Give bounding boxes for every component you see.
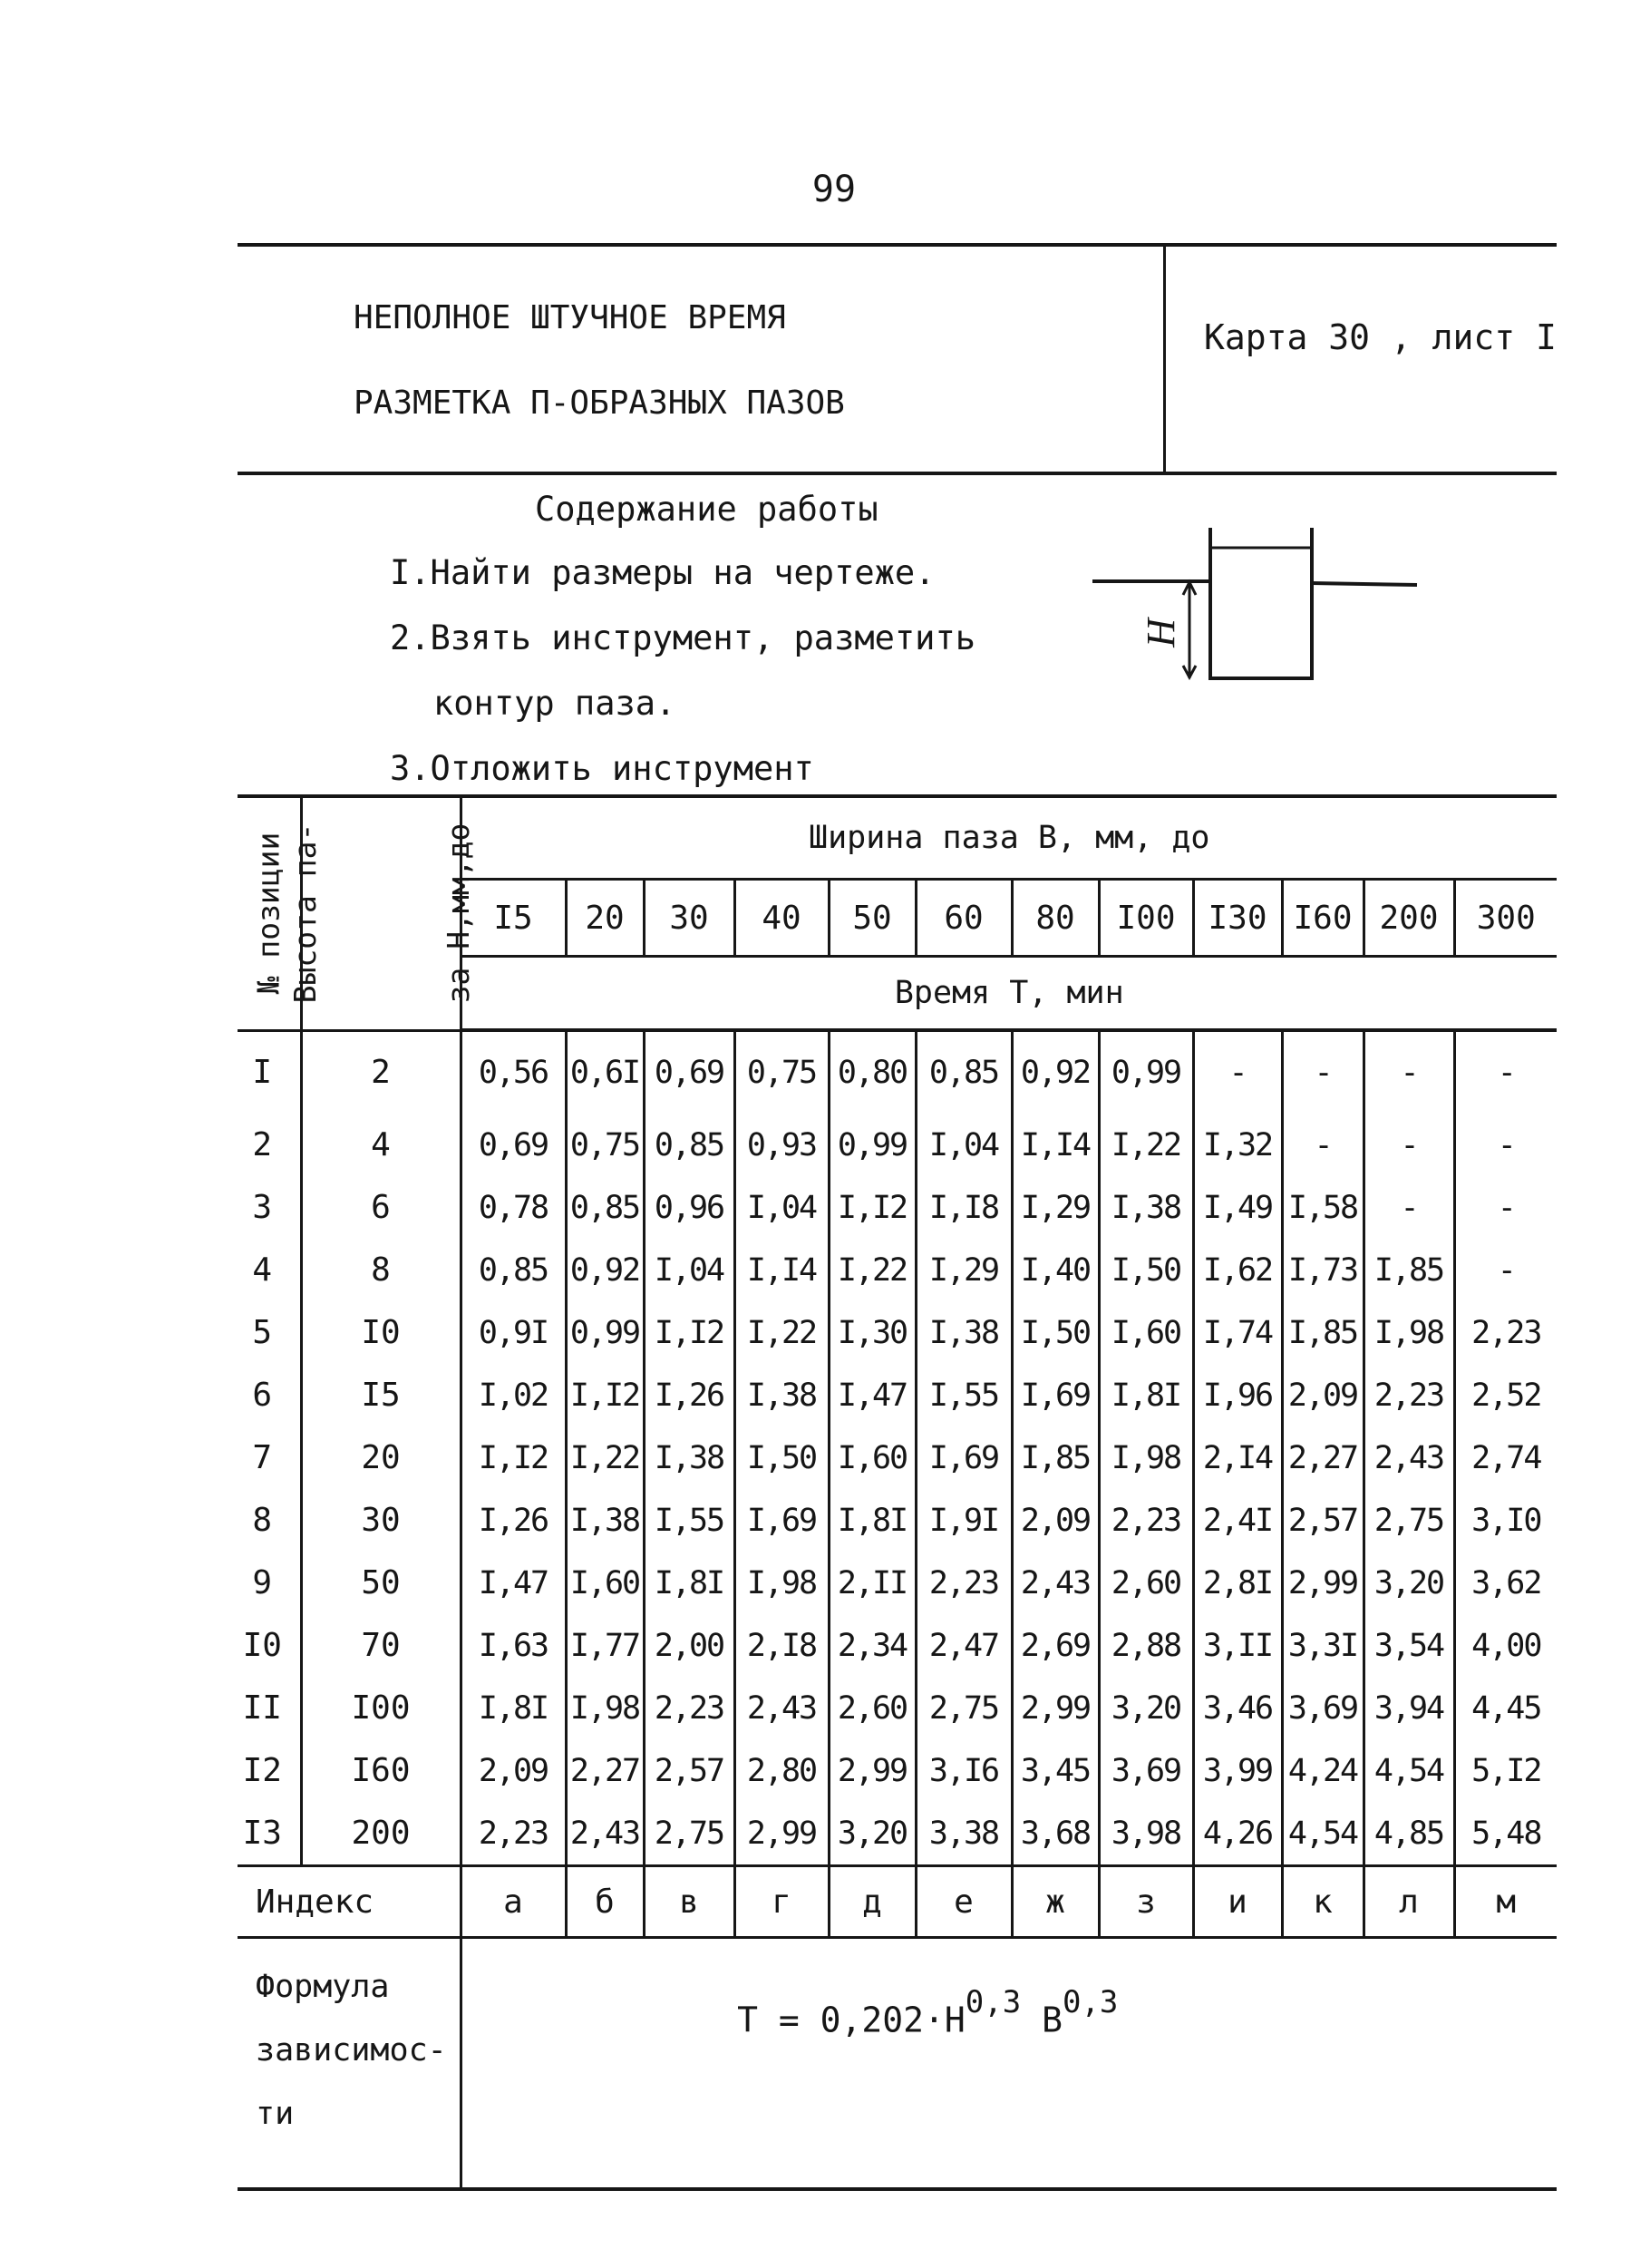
time-cell: 2,57 — [1282, 1489, 1364, 1552]
time-cell: 2,43 — [566, 1802, 644, 1866]
time-cell: 3,3I — [1282, 1614, 1364, 1677]
table-row — [238, 1489, 1557, 1552]
time-cell: 2,4I — [1193, 1489, 1282, 1552]
time-cell: 0,85 — [461, 1239, 566, 1301]
time-cell: - — [1497, 1189, 1515, 1226]
position-cell: I0 — [238, 1614, 301, 1677]
formula-label — [238, 1938, 461, 2188]
time-cell: - — [1364, 1176, 1454, 1239]
time-cell: - — [1193, 1030, 1282, 1114]
time-cell: 3,68 — [1012, 1802, 1099, 1866]
time-cell: 3,I6 — [916, 1739, 1012, 1802]
time-cell: I,04 — [916, 1114, 1012, 1176]
time-cell: 2,09 — [1012, 1489, 1099, 1552]
time-cell: I,29 — [916, 1239, 1012, 1301]
time-cell: 2,69 — [1012, 1614, 1099, 1677]
height-cell: I60 — [301, 1739, 461, 1802]
position-cell: 5 — [238, 1301, 301, 1364]
height-cell: 4 — [301, 1114, 461, 1176]
time-cell: - — [1364, 1114, 1454, 1176]
index-letter: в — [644, 1866, 734, 1938]
time-cell: 2,43 — [734, 1677, 829, 1739]
height-cell: 50 — [301, 1552, 461, 1614]
width-col-2: 20 — [566, 880, 644, 957]
time-cell: 3,69 — [1099, 1739, 1193, 1802]
index-letter: г — [734, 1866, 829, 1938]
time-cell: I,04 — [644, 1239, 734, 1301]
header-divider — [1163, 245, 1166, 473]
time-cell: 4,26 — [1193, 1802, 1282, 1866]
width-col-5: 50 — [829, 880, 916, 957]
table-row — [238, 1739, 1557, 1802]
time-table — [238, 798, 1557, 2187]
time-cell: I,85 — [1012, 1426, 1099, 1489]
doc-title-line1: НЕПОЛНОЕ ШТУЧНОЕ ВРЕМЯ — [354, 299, 786, 336]
width-col-6: 60 — [916, 880, 1012, 957]
time-cell: 0,99 — [829, 1114, 916, 1176]
time-cell: 2,52 — [1471, 1377, 1541, 1414]
time-cell: 2,99 — [1282, 1552, 1364, 1614]
time-cell: 2,23 — [644, 1677, 734, 1739]
height-cell: I00 — [301, 1677, 461, 1739]
time-cell: 3,69 — [1282, 1677, 1364, 1739]
formula-cell — [461, 1938, 1557, 2188]
time-cell: 0,96 — [644, 1176, 734, 1239]
time-cell: 4,45 — [1471, 1689, 1541, 1727]
work-step-3: 3.Отложить инструмент — [390, 749, 814, 788]
sketch-height-label: H — [1139, 618, 1183, 647]
time-cell: 0,69 — [461, 1114, 566, 1176]
width-header: Ширина паза В, мм, до — [461, 798, 1557, 880]
time-cell: I,50 — [1012, 1301, 1099, 1364]
position-header: № позиции — [250, 832, 286, 995]
time-cell: 2,8I — [1193, 1552, 1282, 1614]
time-cell: I,29 — [1012, 1176, 1099, 1239]
time-cell: 2,23 — [916, 1552, 1012, 1614]
work-step-2-cont: контур паза. — [433, 684, 676, 723]
time-cell: I,22 — [566, 1426, 644, 1489]
time-cell: I,85 — [1364, 1239, 1454, 1301]
height-cell: 200 — [301, 1802, 461, 1866]
time-cell: I,04 — [734, 1176, 829, 1239]
header-bottom-rule — [238, 472, 1557, 475]
time-cell: I,60 — [1099, 1301, 1193, 1364]
time-cell: I,98 — [1099, 1426, 1193, 1489]
time-cell: - — [1282, 1114, 1364, 1176]
position-cell: II — [238, 1677, 301, 1739]
time-cell: I,I2 — [461, 1426, 566, 1489]
time-cell: 3,94 — [1364, 1677, 1454, 1739]
time-cell: 3,II — [1193, 1614, 1282, 1677]
time-cell: I,98 — [734, 1552, 829, 1614]
time-cell: 5,I2 — [1471, 1752, 1541, 1789]
time-cell: I,60 — [566, 1552, 644, 1614]
time-cell: 3,38 — [916, 1802, 1012, 1866]
time-cell: 0,99 — [1099, 1030, 1193, 1114]
table-row — [238, 1677, 1557, 1739]
time-cell: 2,43 — [1012, 1552, 1099, 1614]
position-cell: 6 — [238, 1364, 301, 1426]
time-cell: I,69 — [1012, 1364, 1099, 1426]
position-cell: I — [238, 1030, 301, 1114]
time-cell: 2,23 — [1099, 1489, 1193, 1552]
time-cell: I,96 — [1193, 1364, 1282, 1426]
time-cell: 2,60 — [1099, 1552, 1193, 1614]
position-cell: 3 — [238, 1176, 301, 1239]
height-cell: I0 — [301, 1301, 461, 1364]
index-letter: ж — [1012, 1866, 1099, 1938]
width-col-10: I60 — [1282, 880, 1364, 957]
time-cell: 0,56 — [461, 1030, 566, 1114]
time-cell: 2,74 — [1471, 1439, 1541, 1476]
table-row — [238, 1114, 1557, 1176]
time-cell: 4,54 — [1282, 1802, 1364, 1866]
time-cell: I,98 — [1364, 1301, 1454, 1364]
time-cell: - — [1282, 1030, 1364, 1114]
time-cell: 0,9I — [461, 1301, 566, 1364]
height-cell: 8 — [301, 1239, 461, 1301]
time-cell: 2,99 — [829, 1739, 916, 1802]
formula-b: В — [1042, 2000, 1063, 2040]
time-cell: 0,85 — [916, 1030, 1012, 1114]
height-header-line1: Высота па- — [286, 823, 323, 1004]
time-cell: 3,20 — [829, 1802, 916, 1866]
time-cell: I,38 — [644, 1426, 734, 1489]
time-cell: 3,20 — [1364, 1552, 1454, 1614]
time-cell: 2,75 — [1364, 1489, 1454, 1552]
time-cell: - — [1364, 1030, 1454, 1114]
time-cell: 0,85 — [566, 1176, 644, 1239]
header-top-rule — [238, 243, 1557, 247]
time-cell: 0,69 — [644, 1030, 734, 1114]
time-cell: 0,75 — [566, 1114, 644, 1176]
table-row — [238, 1239, 1557, 1301]
work-step-2: 2.Взять инструмент, разметить — [390, 618, 976, 657]
width-col-1: I5 — [461, 880, 566, 957]
time-cell: I,62 — [1193, 1239, 1282, 1301]
table-row — [238, 1176, 1557, 1239]
index-letter: з — [1099, 1866, 1193, 1938]
time-cell: 4,00 — [1471, 1627, 1541, 1664]
time-cell: 4,54 — [1364, 1739, 1454, 1802]
width-col-4: 40 — [734, 880, 829, 957]
time-cell: 2,23 — [1471, 1314, 1541, 1351]
time-cell: 2,99 — [1012, 1677, 1099, 1739]
position-cell: 4 — [238, 1239, 301, 1301]
time-cell: I,50 — [734, 1426, 829, 1489]
time-cell: 3,62 — [1471, 1564, 1541, 1601]
page-bottom-rule — [238, 2187, 1557, 2191]
time-cell: I,74 — [1193, 1301, 1282, 1364]
time-cell: I,69 — [916, 1426, 1012, 1489]
time-cell: 2,57 — [644, 1739, 734, 1802]
time-cell: 3,46 — [1193, 1677, 1282, 1739]
time-cell: I,47 — [461, 1552, 566, 1614]
time-cell: I,I8 — [916, 1176, 1012, 1239]
time-cell: 0,92 — [1012, 1030, 1099, 1114]
sketch-slot-profile — [1210, 581, 1312, 678]
time-cell: 2,88 — [1099, 1614, 1193, 1677]
time-cell: I,22 — [829, 1239, 916, 1301]
time-cell: I,I4 — [1012, 1114, 1099, 1176]
time-cell: 2,II — [829, 1552, 916, 1614]
index-row — [238, 1866, 1557, 1938]
time-cell: 2,27 — [566, 1739, 644, 1802]
index-letter: к — [1282, 1866, 1364, 1938]
formula-mid — [1021, 2000, 1063, 2040]
table-row — [238, 1364, 1557, 1426]
width-col-9: I30 — [1193, 880, 1282, 957]
time-table-body — [238, 1030, 1557, 1866]
time-cell: I,I2 — [644, 1301, 734, 1364]
time-cell: 4,24 — [1282, 1739, 1364, 1802]
time-cell: 2,23 — [461, 1802, 566, 1866]
width-col-3: 30 — [644, 880, 734, 957]
width-col-8: I00 — [1099, 880, 1193, 957]
index-letter: и — [1193, 1866, 1282, 1938]
page-number: 99 — [811, 169, 857, 210]
time-cell: I,98 — [566, 1677, 644, 1739]
width-col-7: 80 — [1012, 880, 1099, 957]
time-cell: 2,75 — [916, 1677, 1012, 1739]
time-cell: 2,60 — [829, 1677, 916, 1739]
width-col-11: 200 — [1364, 880, 1454, 957]
time-cell: 5,48 — [1471, 1815, 1541, 1852]
time-cell: 2,99 — [734, 1802, 829, 1866]
time-cell: 2,09 — [1282, 1364, 1364, 1426]
table-row — [238, 1030, 1557, 1114]
position-cell: 8 — [238, 1489, 301, 1552]
formula-label-line2: зависимос- — [256, 2032, 447, 2068]
formula-label-line3: ти — [256, 2096, 295, 2132]
position-cell: 7 — [238, 1426, 301, 1489]
time-cell: I,73 — [1282, 1239, 1364, 1301]
position-cell: I3 — [238, 1802, 301, 1866]
position-cell: 9 — [238, 1552, 301, 1614]
time-cell: I,26 — [461, 1489, 566, 1552]
slot-sketch — [1092, 524, 1437, 706]
time-cell: - — [1497, 1126, 1515, 1163]
time-cell: I,30 — [829, 1301, 916, 1364]
height-cell: 2 — [301, 1030, 461, 1114]
formula-exp1: 0,3 — [965, 1984, 1022, 2020]
index-letter: а — [461, 1866, 566, 1938]
time-cell: 0,85 — [644, 1114, 734, 1176]
time-cell: I,38 — [916, 1301, 1012, 1364]
time-cell: - — [1497, 1055, 1515, 1091]
time-cell: I,49 — [1193, 1176, 1282, 1239]
height-header-line2: за Н,мм,до — [441, 823, 477, 1004]
time-header: Время Т, мин — [461, 957, 1557, 1031]
index-letter: л — [1364, 1866, 1454, 1938]
time-cell: I,38 — [734, 1364, 829, 1426]
time-cell: 0,6I — [566, 1030, 644, 1114]
time-cell: I,63 — [461, 1614, 566, 1677]
time-cell: I,38 — [566, 1489, 644, 1552]
formula-base: Т = 0,202·Н — [737, 2000, 966, 2040]
time-cell: 3,45 — [1012, 1739, 1099, 1802]
time-cell: 2,00 — [644, 1614, 734, 1677]
time-cell: I,8I — [461, 1677, 566, 1739]
time-cell: I,22 — [1099, 1114, 1193, 1176]
doc-title-line2: РАЗМЕТКА П-ОБРАЗНЫХ ПАЗОВ — [354, 384, 845, 422]
work-step-1: I.Найти размеры на чертеже. — [390, 553, 936, 592]
time-cell: I,77 — [566, 1614, 644, 1677]
time-cell: I,8I — [644, 1552, 734, 1614]
time-cell: 2,34 — [829, 1614, 916, 1677]
time-cell: 2,09 — [461, 1739, 566, 1802]
time-cell: 0,80 — [829, 1030, 916, 1114]
time-cell: 0,99 — [566, 1301, 644, 1364]
width-col-12: 300 — [1454, 880, 1557, 957]
time-cell: I,38 — [1099, 1176, 1193, 1239]
time-cell: I,55 — [916, 1364, 1012, 1426]
sketch-right-surface — [1312, 583, 1417, 585]
time-cell: I,55 — [644, 1489, 734, 1552]
time-cell: I,26 — [644, 1364, 734, 1426]
time-cell: I,I2 — [566, 1364, 644, 1426]
time-cell: 3,20 — [1099, 1677, 1193, 1739]
card-reference: Карта 30 , лист I — [1204, 317, 1557, 357]
height-cell: 20 — [301, 1426, 461, 1489]
table-row — [238, 1802, 1557, 1866]
formula-row — [238, 1938, 1557, 2188]
time-cell: I,I4 — [734, 1239, 829, 1301]
time-cell: 2,27 — [1282, 1426, 1364, 1489]
index-label: Индекс — [238, 1866, 461, 1938]
table-row — [238, 1301, 1557, 1364]
time-cell: 2,47 — [916, 1614, 1012, 1677]
time-cell: 2,43 — [1364, 1426, 1454, 1489]
time-cell: I,50 — [1099, 1239, 1193, 1301]
work-content-heading: Содержание работы — [535, 490, 878, 529]
time-cell: 0,78 — [461, 1176, 566, 1239]
time-cell: I,32 — [1193, 1114, 1282, 1176]
table-row — [238, 1426, 1557, 1489]
height-header-cell — [286, 798, 477, 1030]
time-cell: I,9I — [916, 1489, 1012, 1552]
time-cell: 3,98 — [1099, 1802, 1193, 1866]
position-cell: 2 — [238, 1114, 301, 1176]
time-cell: I,22 — [734, 1301, 829, 1364]
index-letter: м — [1454, 1866, 1557, 1938]
time-cell: I,85 — [1282, 1301, 1364, 1364]
time-cell: 0,92 — [566, 1239, 644, 1301]
table-row — [238, 1614, 1557, 1677]
time-cell: - — [1497, 1251, 1515, 1289]
time-cell: I,8I — [829, 1489, 916, 1552]
time-cell: 2,23 — [1364, 1364, 1454, 1426]
time-cell: I,40 — [1012, 1239, 1099, 1301]
index-letter: б — [566, 1866, 644, 1938]
position-cell: I2 — [238, 1739, 301, 1802]
time-cell: 2,80 — [734, 1739, 829, 1802]
time-cell: 0,93 — [734, 1114, 829, 1176]
time-cell: 3,I0 — [1471, 1502, 1541, 1539]
time-cell: 0,75 — [734, 1030, 829, 1114]
time-cell: I,60 — [829, 1426, 916, 1489]
height-cell: 70 — [301, 1614, 461, 1677]
header-row-width — [238, 798, 1557, 880]
height-cell: 30 — [301, 1489, 461, 1552]
time-cell: I,47 — [829, 1364, 916, 1426]
index-letter: д — [829, 1866, 916, 1938]
table-row — [238, 1552, 1557, 1614]
time-cell: I,69 — [734, 1489, 829, 1552]
formula-exp2: 0,3 — [1062, 1984, 1119, 2020]
time-cell: I,8I — [1099, 1364, 1193, 1426]
time-cell: 2,75 — [644, 1802, 734, 1866]
time-cell: 3,54 — [1364, 1614, 1454, 1677]
time-table-wrapper — [238, 798, 1557, 2187]
formula-label-line1: Формула — [256, 1969, 390, 2005]
time-cell: I,58 — [1282, 1176, 1364, 1239]
time-cell: 3,99 — [1193, 1739, 1282, 1802]
height-cell: 6 — [301, 1176, 461, 1239]
index-letter: е — [916, 1866, 1012, 1938]
time-cell: 2,I4 — [1193, 1426, 1282, 1489]
height-cell: I5 — [301, 1364, 461, 1426]
time-cell: I,02 — [461, 1364, 566, 1426]
time-cell: 4,85 — [1364, 1802, 1454, 1866]
time-cell: I,I2 — [829, 1176, 916, 1239]
time-cell: 2,I8 — [734, 1614, 829, 1677]
